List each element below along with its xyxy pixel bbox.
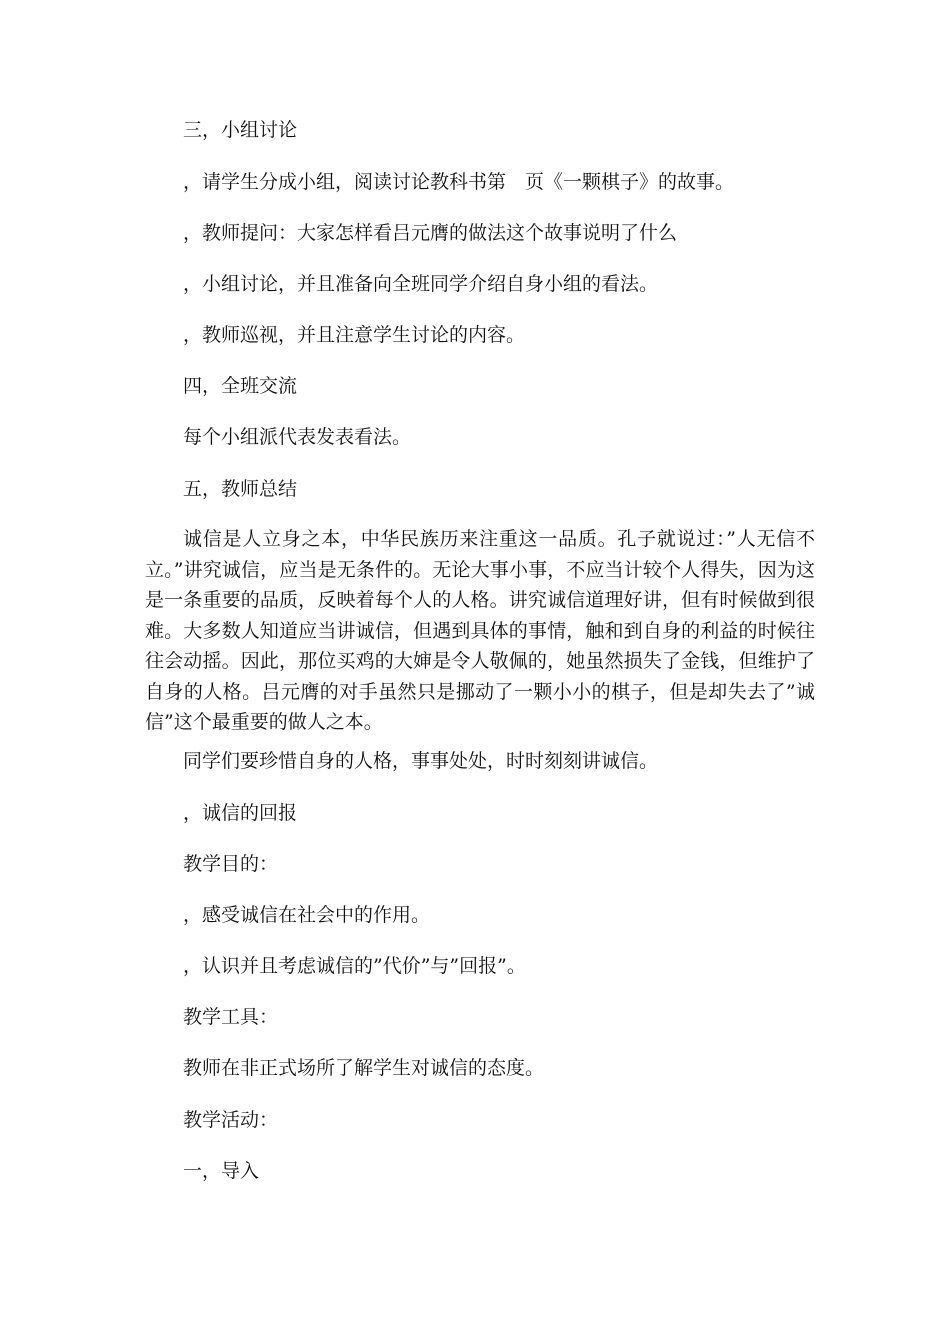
- teaching-goal-1: ，感受诚信在社会中的作用。: [183, 904, 431, 926]
- teaching-goals-heading: 教学目的：: [183, 853, 279, 875]
- lesson-title-reward-of-honesty: ，诚信的回报: [183, 802, 298, 824]
- teaching-goal-2: ，认识并且考虑诚信的”代价”与”回报”。: [183, 955, 526, 977]
- step-teacher-question: ，教师提问：大家怎样看吕元膺的做法这个故事说明了什么: [183, 222, 678, 244]
- step-teacher-patrol: ，教师巡视，并且注意学生讨论的内容。: [183, 324, 526, 346]
- closing-sentence: 同学们要珍惜自身的人格，事事处处，时时刻刻讲诚信。: [183, 750, 659, 772]
- step-group-discussion: ，小组讨论，并且准备向全班同学介绍自身小组的看法。: [183, 273, 659, 295]
- class-exchange-text: 每个小组派代表发表看法。: [183, 426, 412, 448]
- section-heading-teacher-summary: 五，教师总结: [183, 478, 298, 500]
- teaching-tools-heading: 教学工具：: [183, 1006, 279, 1028]
- section-heading-introduction: 一，导入: [183, 1160, 260, 1182]
- summary-paragraph: 诚信是人立身之本，中华民族历来注重这一品质。孔子就说过：”人无信不立。”讲究诚信，应当是无条件的。无论大事小事，不应当计较个人得失，因为这是一条重要的品质，反映着每个人的人格。讲究诚信道理好讲，但有时候做到很难。大多数人知道应当讲诚信，但遇到具体的事情，触和到自身的利益的时候往往会动摇。因此，那位买鸡的大婶是令人敬佩的，她虽然损失了金钱，但维护了自身的人格。吕元膺的对手虽然只是挪动了一颗小小的棋子，但是却失去了”诚信”这个最重要的做人之本。: [145, 528, 815, 733]
- teaching-activities-heading: 教学活动：: [183, 1109, 279, 1131]
- teaching-tools-text: 教师在非正式场所了解学生对诚信的态度。: [183, 1057, 545, 1079]
- section-heading-class-exchange: 四，全班交流: [183, 375, 298, 397]
- step-read-story: ，请学生分成小组，阅读讨论教科书第 页《一颗棋子》的故事。: [183, 171, 735, 193]
- section-heading-group-discussion: 三，小组讨论: [183, 119, 298, 141]
